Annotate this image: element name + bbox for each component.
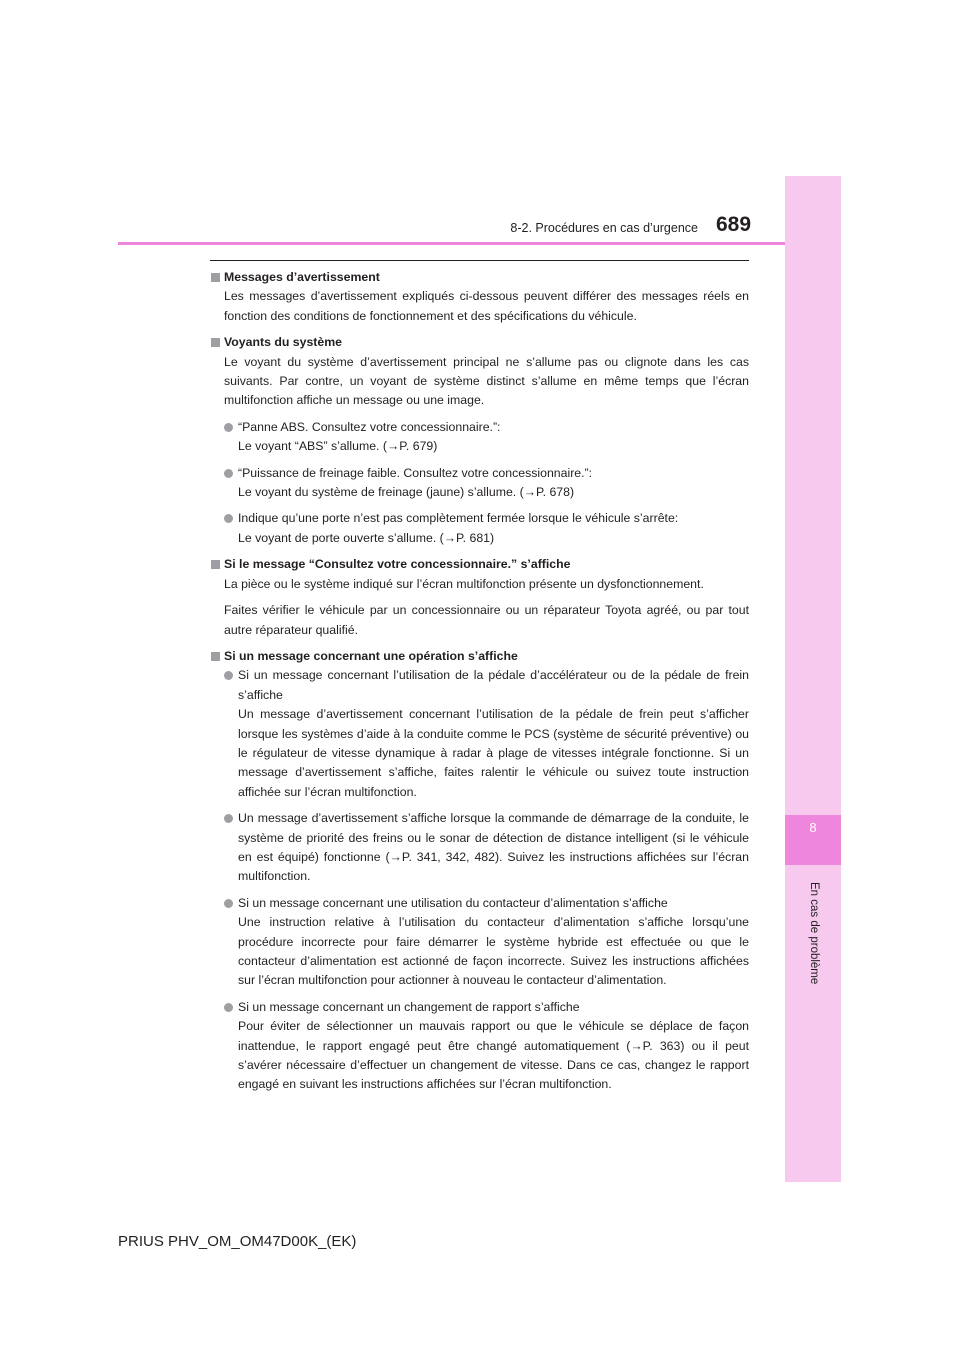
section-heading: Si le message “Consultez votre concessionnaire.” s’affiche — [210, 555, 749, 574]
section-heading: Messages d’avertissement — [210, 268, 749, 287]
list-item — [224, 809, 749, 887]
list-item — [224, 894, 749, 991]
list-item-title: Indique qu’une porte n’est pas complètement fermée lorsque le véhicule s’arrête: — [238, 511, 679, 526]
section-consult-dealer — [210, 555, 749, 640]
list-item — [224, 666, 749, 802]
document-footer: PRIUS PHV_OM_OM47D00K_(EK) — [118, 1233, 357, 1250]
chapter-number: 8 — [809, 820, 817, 835]
page-number: 689 — [716, 213, 752, 236]
list-item-text: Une instruction relative à l’utilisation du contacteur d’alimentation s’affiche lorsqu’une procédure incorrecte pour faire démarrer le système hybride est effectuée ou que le contacteur d’alimentation est actionné de façon incorrecte. Suivez les instructions affichées sur l’écran multifonction pour actionner à nouveau le contacteur d’alimentation. — [238, 915, 749, 988]
list-item — [224, 464, 749, 503]
list-item-text: Le voyant “ABS” s’allume. (→P. 679) — [238, 439, 438, 454]
list-item-text: Pour éviter de sélectionner un mauvais rapport ou que le véhicule se déplace de façon inattendue, le rapport engagé peut être changé automatiquement (→P. 363) ou il peut s’avérer nécessaire d’effectuer un changement de vitesse. Dans ce cas, changez le rapport engagé en suivant les instructions affichées sur l’écran multifonction. — [238, 1019, 749, 1092]
paragraph: Faites vérifier le véhicule par un concessionnaire ou un réparateur Toyota agréé, ou par tout autre réparateur qualifié. — [224, 603, 749, 637]
list-item-title: Si un message concernant un changement de rapport s’affiche — [238, 999, 580, 1014]
list-item-text: Un message d’avertissement s’affiche lorsque la commande de démarrage de la conduite, le système de priorité des freins ou le sonar de détection de distance intelligent (si le véhicule en est équipé) fonctionne (→P. 341, 342, 482). Suivez les instructions affichées sur l’écran multifonction. — [238, 811, 749, 884]
section-heading: Voyants du système — [210, 333, 749, 352]
list-item-text: Le voyant de porte ouverte s’allume. (→P. 681) — [238, 530, 495, 545]
chapter-side-tab — [785, 176, 841, 1182]
section-label: 8-2. Procédures en cas d’urgence — [510, 221, 698, 235]
list-item-text: Le voyant du système de freinage (jaune) s’allume. (→P. 678) — [238, 485, 575, 500]
list-item — [224, 998, 749, 1095]
section-heading: Si un message concernant une opération s’affiche — [210, 647, 749, 666]
list-item — [224, 509, 749, 548]
content-divider — [210, 260, 749, 261]
list-item — [224, 418, 749, 457]
chapter-title: En cas de problème — [808, 882, 820, 985]
list-item-text: Un message d’avertissement concernant l’utilisation de la pédale de frein peut s’afficher lorsque les systèmes d’aide à la conduite comme le PCS (système de sécurité préventive) ou le régulateur de vitesse dynamique à radar à plage de vitesses intégrale fonctionne. Si un message d’avertissement s’affiche, faites ralentir le véhicule ou suivez toute instruction affichée sur l’écran multifonction. — [238, 707, 749, 799]
list-item-title: Si un message concernant une utilisation du contacteur d’alimentation s’affiche — [238, 895, 668, 910]
list-item-title: “Puissance de freinage faible. Consultez votre concessionnaire.”: — [238, 465, 593, 480]
header-rule — [118, 242, 785, 245]
page-content — [210, 268, 749, 1102]
paragraph: La pièce ou le système indiqué sur l’écran multifonction présente un dysfonctionnement. — [224, 576, 704, 591]
list-item-title: Si un message concernant l’utilisation de la pédale d’accélérateur ou de la pédale de frein s’affiche — [238, 668, 749, 702]
section-warning-messages — [210, 268, 749, 326]
section-operation-message — [210, 647, 749, 1095]
paragraph: Le voyant du système d’avertissement principal ne s’allume pas ou clignote dans les cas suivants. Par contre, un voyant de système distinct s’allume en même temps que l’écran multifonction affiche un message ou une image. — [224, 354, 749, 408]
list-item-title: “Panne ABS. Consultez votre concessionnaire.”: — [238, 419, 501, 434]
paragraph: Les messages d’avertissement expliqués ci-dessous peuvent différer des messages réels en fonction des conditions de fonctionnement et des spécifications du véhicule. — [224, 289, 749, 323]
section-system-indicators — [210, 333, 749, 548]
